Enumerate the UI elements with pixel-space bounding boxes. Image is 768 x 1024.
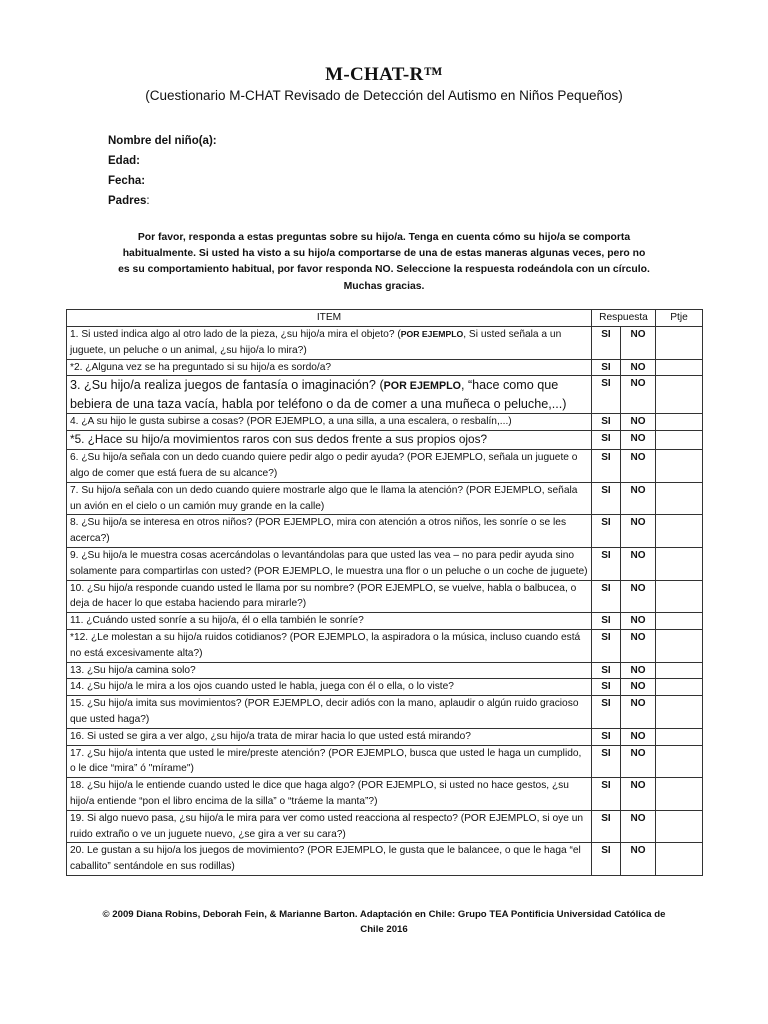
- table-row: [67, 482, 703, 515]
- answer-no[interactable]: NO: [621, 482, 656, 515]
- question-text: [67, 778, 592, 811]
- score-cell[interactable]: [656, 613, 703, 630]
- question-text: [67, 327, 592, 360]
- answer-no[interactable]: NO: [621, 431, 656, 450]
- score-cell[interactable]: [656, 679, 703, 696]
- question-post: , “hace como que bebiera de una taza vacía, habla por teléfono o da de comer a una muñeca o peluche,...): [70, 378, 567, 412]
- answer-si[interactable]: SI: [592, 327, 621, 360]
- header-item: ITEM: [67, 310, 592, 327]
- score-cell[interactable]: [656, 450, 703, 483]
- answer-si[interactable]: SI: [592, 810, 621, 843]
- answer-no[interactable]: NO: [621, 696, 656, 729]
- question-pre: 13. ¿Su hijo/a camina solo?: [70, 664, 196, 676]
- question-pre: 6. ¿Su hijo/a señala con un dedo cuando quiere pedir algo o pedir ayuda? (POR EJEMPLO, señala un juguete o algo de comer que está fuera de su alcance?): [70, 452, 578, 479]
- answer-si[interactable]: SI: [592, 613, 621, 630]
- question-pre: 19. Si algo nuevo pasa, ¿su hijo/a le mira para ver como usted reacciona al respecto? (POR EJEMPLO, si oye un ruido extraño o ve un juguete nuevo, ¿se gira a ver su cara?): [70, 812, 584, 840]
- table-row: [67, 450, 703, 483]
- score-cell[interactable]: [656, 843, 703, 876]
- answer-no[interactable]: NO: [621, 843, 656, 876]
- table-row: [67, 359, 703, 376]
- score-cell[interactable]: [656, 376, 703, 414]
- answer-no[interactable]: NO: [621, 679, 656, 696]
- table-row: [67, 327, 703, 360]
- score-cell[interactable]: [656, 327, 703, 360]
- answer-si[interactable]: SI: [592, 728, 621, 745]
- question-text: [67, 450, 592, 483]
- answer-si[interactable]: SI: [592, 359, 621, 376]
- header-respuesta: Respuesta: [592, 310, 656, 327]
- answer-no[interactable]: NO: [621, 662, 656, 679]
- table-header-row: [67, 310, 703, 327]
- score-cell[interactable]: [656, 810, 703, 843]
- question-pre: *2. ¿Alguna vez se ha preguntado si su hijo/a es sordo/a?: [70, 361, 332, 373]
- score-cell[interactable]: [656, 359, 703, 376]
- answer-si[interactable]: SI: [592, 745, 621, 778]
- answer-si[interactable]: SI: [592, 696, 621, 729]
- question-pre: 17. ¿Su hijo/a intenta que usted le mire/preste atención? (POR EJEMPLO, busca que usted le haga un cumplido, o le dice “mira” ó "mírame"): [70, 747, 582, 775]
- score-cell[interactable]: [656, 728, 703, 745]
- table-row: [67, 613, 703, 630]
- question-pre: 18. ¿Su hijo/a le entiende cuando usted le dice que haga algo? (POR EJEMPLO, si usted no hace gestos, ¿su hijo/a entiende “pon el libro encima de la silla” o “tráeme la manta”?): [70, 780, 569, 807]
- answer-si[interactable]: SI: [592, 450, 621, 483]
- question-pre: 14. ¿Su hijo/a le mira a los ojos cuando usted le habla, juega con él o ella, o lo viste?: [70, 681, 454, 693]
- question-bold: POR EJEMPLO: [383, 380, 461, 393]
- answer-si[interactable]: SI: [592, 662, 621, 679]
- question-pre: 11. ¿Cuándo usted sonríe a su hijo/a, él o ella también le sonríe?: [70, 615, 364, 627]
- question-text: [67, 629, 592, 662]
- parents-field[interactable]: [108, 193, 217, 213]
- answer-no[interactable]: NO: [621, 376, 656, 414]
- score-cell[interactable]: [656, 414, 703, 431]
- answer-no[interactable]: NO: [621, 414, 656, 431]
- instructions-text: Por favor, responda a estas preguntas sobre su hijo/a. Tenga en cuenta cómo su hijo/a se comporta habitualmente. Si usted ha visto a su hijo/a comportarse de una de estas maneras algunas veces, pero no es su comportamiento habitual, por favor responda NO. Seleccione la respuesta rodeándola con un círculo. Muchas gracias.: [118, 232, 650, 292]
- items-table: [66, 309, 703, 876]
- answer-no[interactable]: NO: [621, 450, 656, 483]
- question-pre: 16. Si usted se gira a ver algo, ¿su hijo/a trata de mirar hacia lo que usted está mirando?: [70, 730, 471, 742]
- age-field[interactable]: [108, 153, 217, 173]
- header-ptje: Ptje: [656, 310, 703, 327]
- table-row: [67, 662, 703, 679]
- question-text: [67, 482, 592, 515]
- answer-si[interactable]: SI: [592, 482, 621, 515]
- answer-si[interactable]: SI: [592, 629, 621, 662]
- answer-si[interactable]: SI: [592, 515, 621, 548]
- date-label: Fecha:: [108, 175, 146, 187]
- answer-no[interactable]: NO: [621, 810, 656, 843]
- question-pre: 15. ¿Su hijo/a imita sus movimientos? (POR EJEMPLO, decir adiós con la mano, aplaudir o algún ruido gracioso que usted haga?): [70, 698, 579, 725]
- table-row: [67, 376, 703, 414]
- question-text: [67, 580, 592, 613]
- answer-si[interactable]: SI: [592, 547, 621, 580]
- question-pre: 1. Si usted indica algo al otro lado de la pieza, ¿su hijo/a mira el objeto? (: [70, 329, 401, 340]
- document-title: M-CHAT-R™: [325, 64, 443, 85]
- table-row: [67, 431, 703, 450]
- table-row: [67, 629, 703, 662]
- question-pre: 7. Su hijo/a señala con un dedo cuando quiere mostrarle algo que le llama la atención? (POR EJEMPLO, señala un avión en el cielo o un camión muy grande en la calle): [70, 484, 578, 512]
- question-pre: *5. ¿Hace su hijo/a movimientos raros con sus dedos frente a sus propios ojos?: [70, 432, 488, 447]
- table-row: [67, 696, 703, 729]
- table-row: [67, 547, 703, 580]
- table-row: [67, 843, 703, 876]
- question-text: [67, 728, 592, 745]
- question-text: [67, 662, 592, 679]
- score-cell[interactable]: [656, 547, 703, 580]
- score-cell[interactable]: [656, 580, 703, 613]
- question-text: [67, 696, 592, 729]
- question-pre: 10. ¿Su hijo/a responde cuando usted le llama por su nombre? (POR EJEMPLO, se vuelve, habla o balbucea, o deja de hacer lo que estaba haciendo para mirarle?): [70, 582, 577, 610]
- question-bold: POR EJEMPLO: [400, 329, 464, 339]
- answer-si[interactable]: SI: [592, 843, 621, 876]
- child-name-label: Nombre del niño(a):: [108, 135, 217, 147]
- question-text: [67, 376, 592, 414]
- document-subtitle: (Cuestionario M-CHAT Revisado de Detección del Autismo en Niños Pequeños): [145, 88, 623, 103]
- table-row: [67, 515, 703, 548]
- answer-no[interactable]: NO: [621, 745, 656, 778]
- question-pre: 20. Le gustan a su hijo/a los juegos de movimiento? (POR EJEMPLO, le gusta que le balancee, o que le haga “el caballito” sentándole en sus rodillas): [70, 845, 581, 873]
- score-cell[interactable]: [656, 515, 703, 548]
- question-pre: 8. ¿Su hijo/a se interesa en otros niños? (POR EJEMPLO, mira con atención a otros niños, les sonríe o se les acerca?): [70, 517, 567, 545]
- question-text: [67, 547, 592, 580]
- question-text: [67, 431, 592, 450]
- table-row: [67, 778, 703, 811]
- score-cell[interactable]: [656, 745, 703, 778]
- question-text: [67, 843, 592, 876]
- question-pre: 3. ¿Su hijo/a realiza juegos de fantasía o imaginación? (: [70, 378, 384, 393]
- answer-si[interactable]: SI: [592, 376, 621, 414]
- score-cell[interactable]: [656, 662, 703, 679]
- answer-si[interactable]: SI: [592, 414, 621, 431]
- date-field[interactable]: [108, 173, 217, 193]
- table-row: [67, 679, 703, 696]
- question-text: [67, 414, 592, 431]
- question-text: [67, 810, 592, 843]
- table-row: [67, 728, 703, 745]
- answer-no[interactable]: NO: [621, 728, 656, 745]
- items-body: [67, 327, 703, 876]
- parents-label: Padres: [108, 195, 147, 207]
- score-cell[interactable]: [656, 482, 703, 515]
- copyright-footer: © 2009 Diana Robins, Deborah Fein, & Marianne Barton. Adaptación en Chile: Grupo TEA Pontificia Universidad Católica de Chile 2016: [102, 909, 666, 935]
- answer-no[interactable]: NO: [621, 778, 656, 811]
- question-pre: *12. ¿Le molestan a su hijo/a ruidos cotidianos? (POR EJEMPLO, la aspiradora o la música, incluso cuando está no está excesivamente alta?): [70, 631, 581, 659]
- answer-si[interactable]: SI: [592, 580, 621, 613]
- child-name-field[interactable]: [108, 133, 217, 153]
- answer-no[interactable]: NO: [621, 580, 656, 613]
- question-text: [67, 679, 592, 696]
- answer-no[interactable]: NO: [621, 613, 656, 630]
- table-row: [67, 810, 703, 843]
- table-row: [67, 580, 703, 613]
- question-post: , Si usted señala a un juguete, un peluche o un animal, ¿su hijo/a lo mira?): [70, 329, 562, 356]
- score-cell[interactable]: [656, 778, 703, 811]
- answer-no[interactable]: NO: [621, 327, 656, 360]
- answer-no[interactable]: NO: [621, 629, 656, 662]
- question-pre: 9. ¿Su hijo/a le muestra cosas acercándolas o levantándolas para que usted las vea – no para pedir ayuda sino solamente para compartirlas con usted? (POR EJEMPLO, le muestra una flor o un peluche o un coche de juguete): [70, 549, 588, 577]
- score-cell[interactable]: [656, 696, 703, 729]
- parents-colon: :: [146, 195, 150, 207]
- question-pre: 4. ¿A su hijo le gusta subirse a cosas? (POR EJEMPLO, a una silla, a una escalera, o resbalín,...): [70, 416, 512, 428]
- table-row: [67, 414, 703, 431]
- score-cell[interactable]: [656, 629, 703, 662]
- score-cell[interactable]: [656, 431, 703, 450]
- answer-no[interactable]: NO: [621, 515, 656, 548]
- question-text: [67, 359, 592, 376]
- age-label: Edad:: [108, 155, 140, 167]
- answer-si[interactable]: SI: [592, 778, 621, 811]
- answer-si[interactable]: SI: [592, 679, 621, 696]
- question-text: [67, 515, 592, 548]
- child-info-fields: [108, 133, 217, 213]
- question-text: [67, 745, 592, 778]
- question-text: [67, 613, 592, 630]
- answer-si[interactable]: SI: [592, 431, 621, 450]
- table-row: [67, 745, 703, 778]
- answer-no[interactable]: NO: [621, 547, 656, 580]
- answer-no[interactable]: NO: [621, 359, 656, 376]
